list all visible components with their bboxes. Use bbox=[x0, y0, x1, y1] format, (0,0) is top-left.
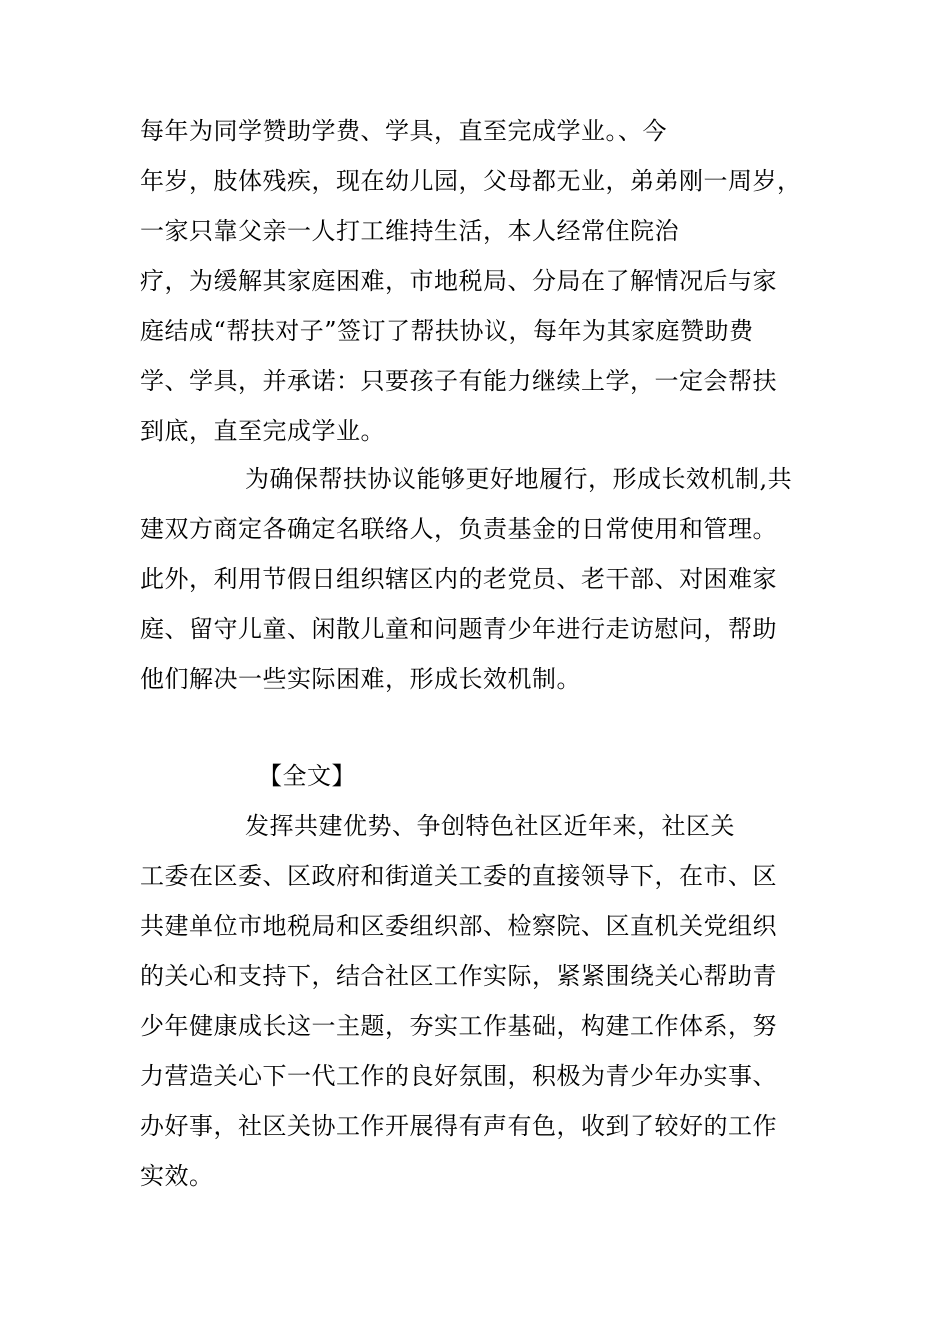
paragraph-3-line-3: 共建单位市地税局和区委组织部、检察院、区直机关党组织 bbox=[140, 912, 777, 940]
paragraph-3-line-5: 少年健康成长这一主题，夯实工作基础，构建工作体系，努 bbox=[140, 1012, 777, 1040]
paragraph-3-line-1: 发挥共建优势、争创特色社区近年来，社区关 bbox=[245, 812, 735, 840]
paragraph-2-line-5: 他们解决一些实际困难，形成长效机制。 bbox=[140, 665, 581, 693]
paragraph-2-line-1: 为确保帮扶协议能够更好地履行，形成长效机制,共 bbox=[245, 465, 793, 493]
paragraph-1-line-5: 庭结成“帮扶对子”签订了帮扶协议，每年为其家庭赞助费 bbox=[140, 317, 754, 345]
paragraph-1-line-2: 年岁，肢体残疾，现在幼儿园，父母都无业，弟弟刚一周岁， bbox=[140, 167, 802, 195]
paragraph-1-line-1: 每年为同学赞助学费、学具，直至完成学业。、今 bbox=[140, 117, 667, 145]
paragraph-1-line-7: 到底，直至完成学业。 bbox=[140, 417, 385, 445]
paragraph-1-line-4: 疗，为缓解其家庭困难，市地税局、分局在了解情况后与家 bbox=[140, 267, 777, 295]
paragraph-1-line-6: 学、学具，并承诺：只要孩子有能力继续上学，一定会帮扶 bbox=[140, 367, 777, 395]
paragraph-2-line-4: 庭、留守儿童、闲散儿童和问题青少年进行走访慰问，帮助 bbox=[140, 615, 777, 643]
paragraph-3-line-7: 办好事，社区关协工作开展得有声有色，收到了较好的工作 bbox=[140, 1112, 777, 1140]
paragraph-3-line-6: 力营造关心下一代工作的良好氛围，积极为青少年办实事、 bbox=[140, 1062, 777, 1090]
paragraph-3-line-2: 工委在区委、区政府和街道关工委的直接领导下，在市、区 bbox=[140, 862, 777, 890]
paragraph-2-line-2: 建双方商定各确定名联络人，负责基金的日常使用和管理。 bbox=[140, 515, 777, 543]
paragraph-3-line-8: 实效。 bbox=[140, 1162, 214, 1190]
paragraph-3-line-4: 的关心和支持下，结合社区工作实际，紧紧围绕关心帮助青 bbox=[140, 962, 777, 990]
paragraph-2-line-3: 此外，利用节假日组织辖区内的老党员、老干部、对困难家 bbox=[140, 565, 777, 593]
paragraph-1-line-3: 一家只靠父亲一人打工维持生活，本人经常住院治 bbox=[140, 217, 679, 245]
section-heading: 【全文】 bbox=[258, 762, 356, 790]
